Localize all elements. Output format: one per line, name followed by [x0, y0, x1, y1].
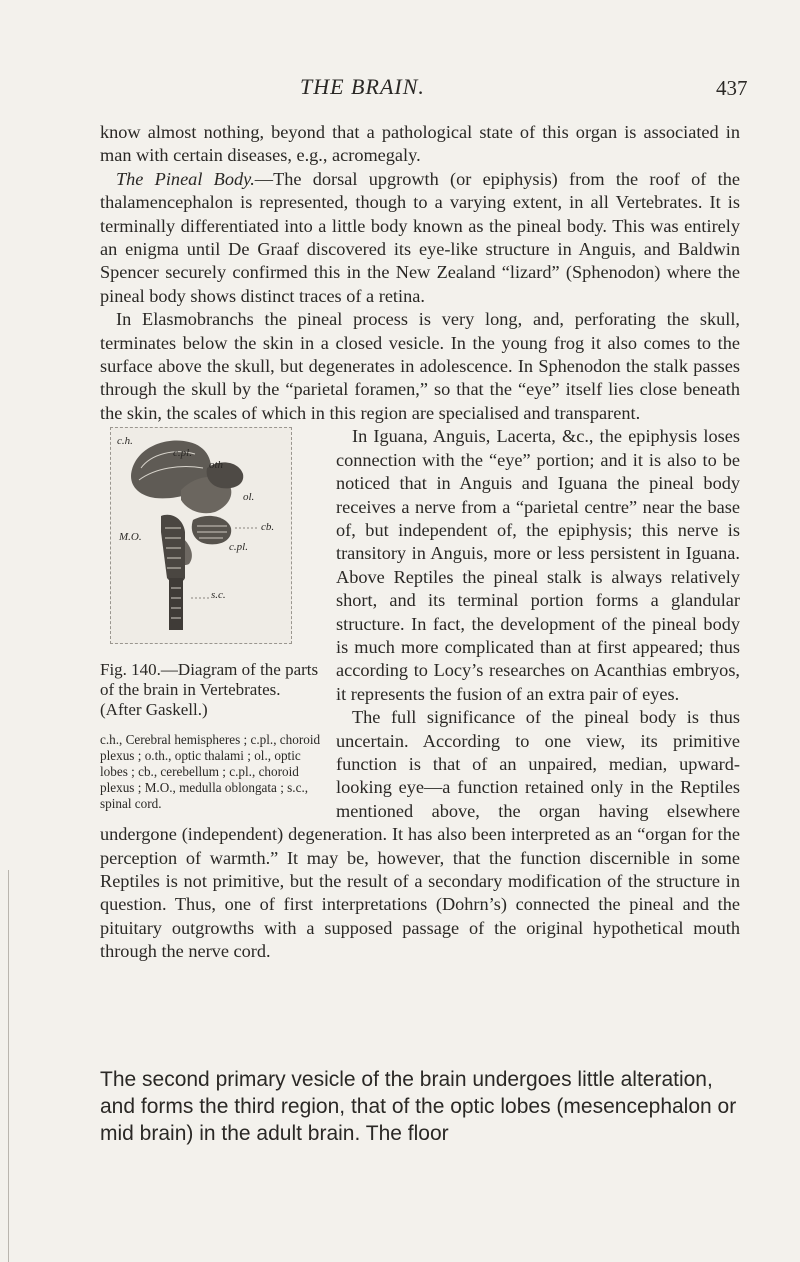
- paragraph-iguana: In Iguana, Anguis, Lacerta, &c., the epiphysis loses connection with the “eye” portion; and it is also to be noticed that in Anguis and Iguana the pineal body receives a nerve from a “parietal centre” near the base of, but independent of, the epiphysis; this nerve is transitory in Anguis, more or less persistent in Iguana. Above Reptiles the pineal stalk is always relatively short, and its terminal portion forms a glandular structure. In fact, the development of the pineal body is much more complicated than at first appeared; thus according to Locy’s researches on Acanthias embryos, it represents the fusion of an extra pair of eyes.: [336, 426, 740, 704]
- label-sc: s.c.: [211, 589, 226, 602]
- body-text: [100, 121, 740, 964]
- paragraph-elasmobranchs: In Elasmobranchs the pineal process is very long, and, perforating the skull, terminates below the skin in a closed vesicle. In the young frog it also comes to the surface above the skull, but degenerates in adolescence. In Sphenodon the stalk passes through the skull by the “parietal foramen,” so that the “eye” itself lies close beneath the skin, the scales of which in this region are specialised and transparent.: [100, 309, 740, 423]
- label-mo: M.O.: [119, 531, 142, 544]
- paragraph-intro: know almost nothing, beyond that a pathological state of this organ is associated in man with certain diseases, e.g., acromegaly.: [100, 122, 740, 166]
- paragraph-pineal-body: [100, 168, 740, 308]
- label-cpl-low: c.pl.: [229, 541, 248, 554]
- running-title: THE BRAIN.: [300, 74, 425, 99]
- figure-140: [100, 427, 322, 812]
- medulla-shape: [161, 515, 185, 583]
- label-cb: cb.: [261, 521, 275, 534]
- running-head: [0, 74, 800, 104]
- figure-caption: Fig. 140.—Diagram of the parts of the brain in Vertebrates. (After Gaskell.): [100, 660, 319, 720]
- pineal-body-heading: The Pineal Body.: [116, 168, 255, 189]
- label-ch: c.h.: [117, 435, 133, 448]
- brain-diagram: [110, 427, 292, 644]
- label-oth: oth: [209, 459, 224, 472]
- spinal-cord-shape: [169, 578, 183, 630]
- cerebellum-shape: [192, 516, 231, 545]
- brain-diagram-drawing: [111, 428, 291, 643]
- label-ol: ol.: [243, 491, 255, 504]
- label-cpl-top: c.pl.: [173, 447, 192, 460]
- page-number: 437: [716, 76, 748, 100]
- pineal-body-text: —The dorsal upgrowth (or epiphysis) from the roof of the thalamencephalon is represented, though to a varying extent, in all Vertebrates. It is terminally differentiated into a little body known as the pineal body. This was entirely an enigma until De Graaf discovered its eye-like structure in Anguis, and Baldwin Spencer securely confirmed this in the New Zealand “lizard” (Sphenodon) where the pineal body shows distinct traces of a retina.: [100, 168, 740, 306]
- figure-legend: c.h., Cerebral hemispheres ; c.pl., choroid plexus ; o.th., optic thalami ; ol., optic lobes ; cb., cerebellum ; c.pl., choroid plexus ; M.O., medulla oblongata ; s.c., spinal cord.: [100, 732, 321, 812]
- section-paragraph-mid-brain: The second primary vesicle of the brain undergoes little alteration, and forms the third region, that of the optic lobes (mesencephalon or mid brain) in the adult brain. The floor: [100, 1068, 737, 1145]
- page-edge-line: [8, 870, 9, 1262]
- paragraph-significance: The full significance of the pineal body is thus uncertain. According to one view, its primitive function is that of an unpaired, median, upward-looking eye—a function retained only in the Reptiles mentioned above, the organ having elsewhere undergone (independent) degeneration. It has also been interpreted as an “organ for the perception of warmth.” It may be, however, that the function discernible in some Reptiles is not primitive, but the result of a secondary modification of the structure in question. Thus, one of first interpretations (Dohrn’s) connected the pineal and the pituitary outgrowths with a supposed passage of the original hypothetical mouth through the nerve cord.: [100, 707, 740, 962]
